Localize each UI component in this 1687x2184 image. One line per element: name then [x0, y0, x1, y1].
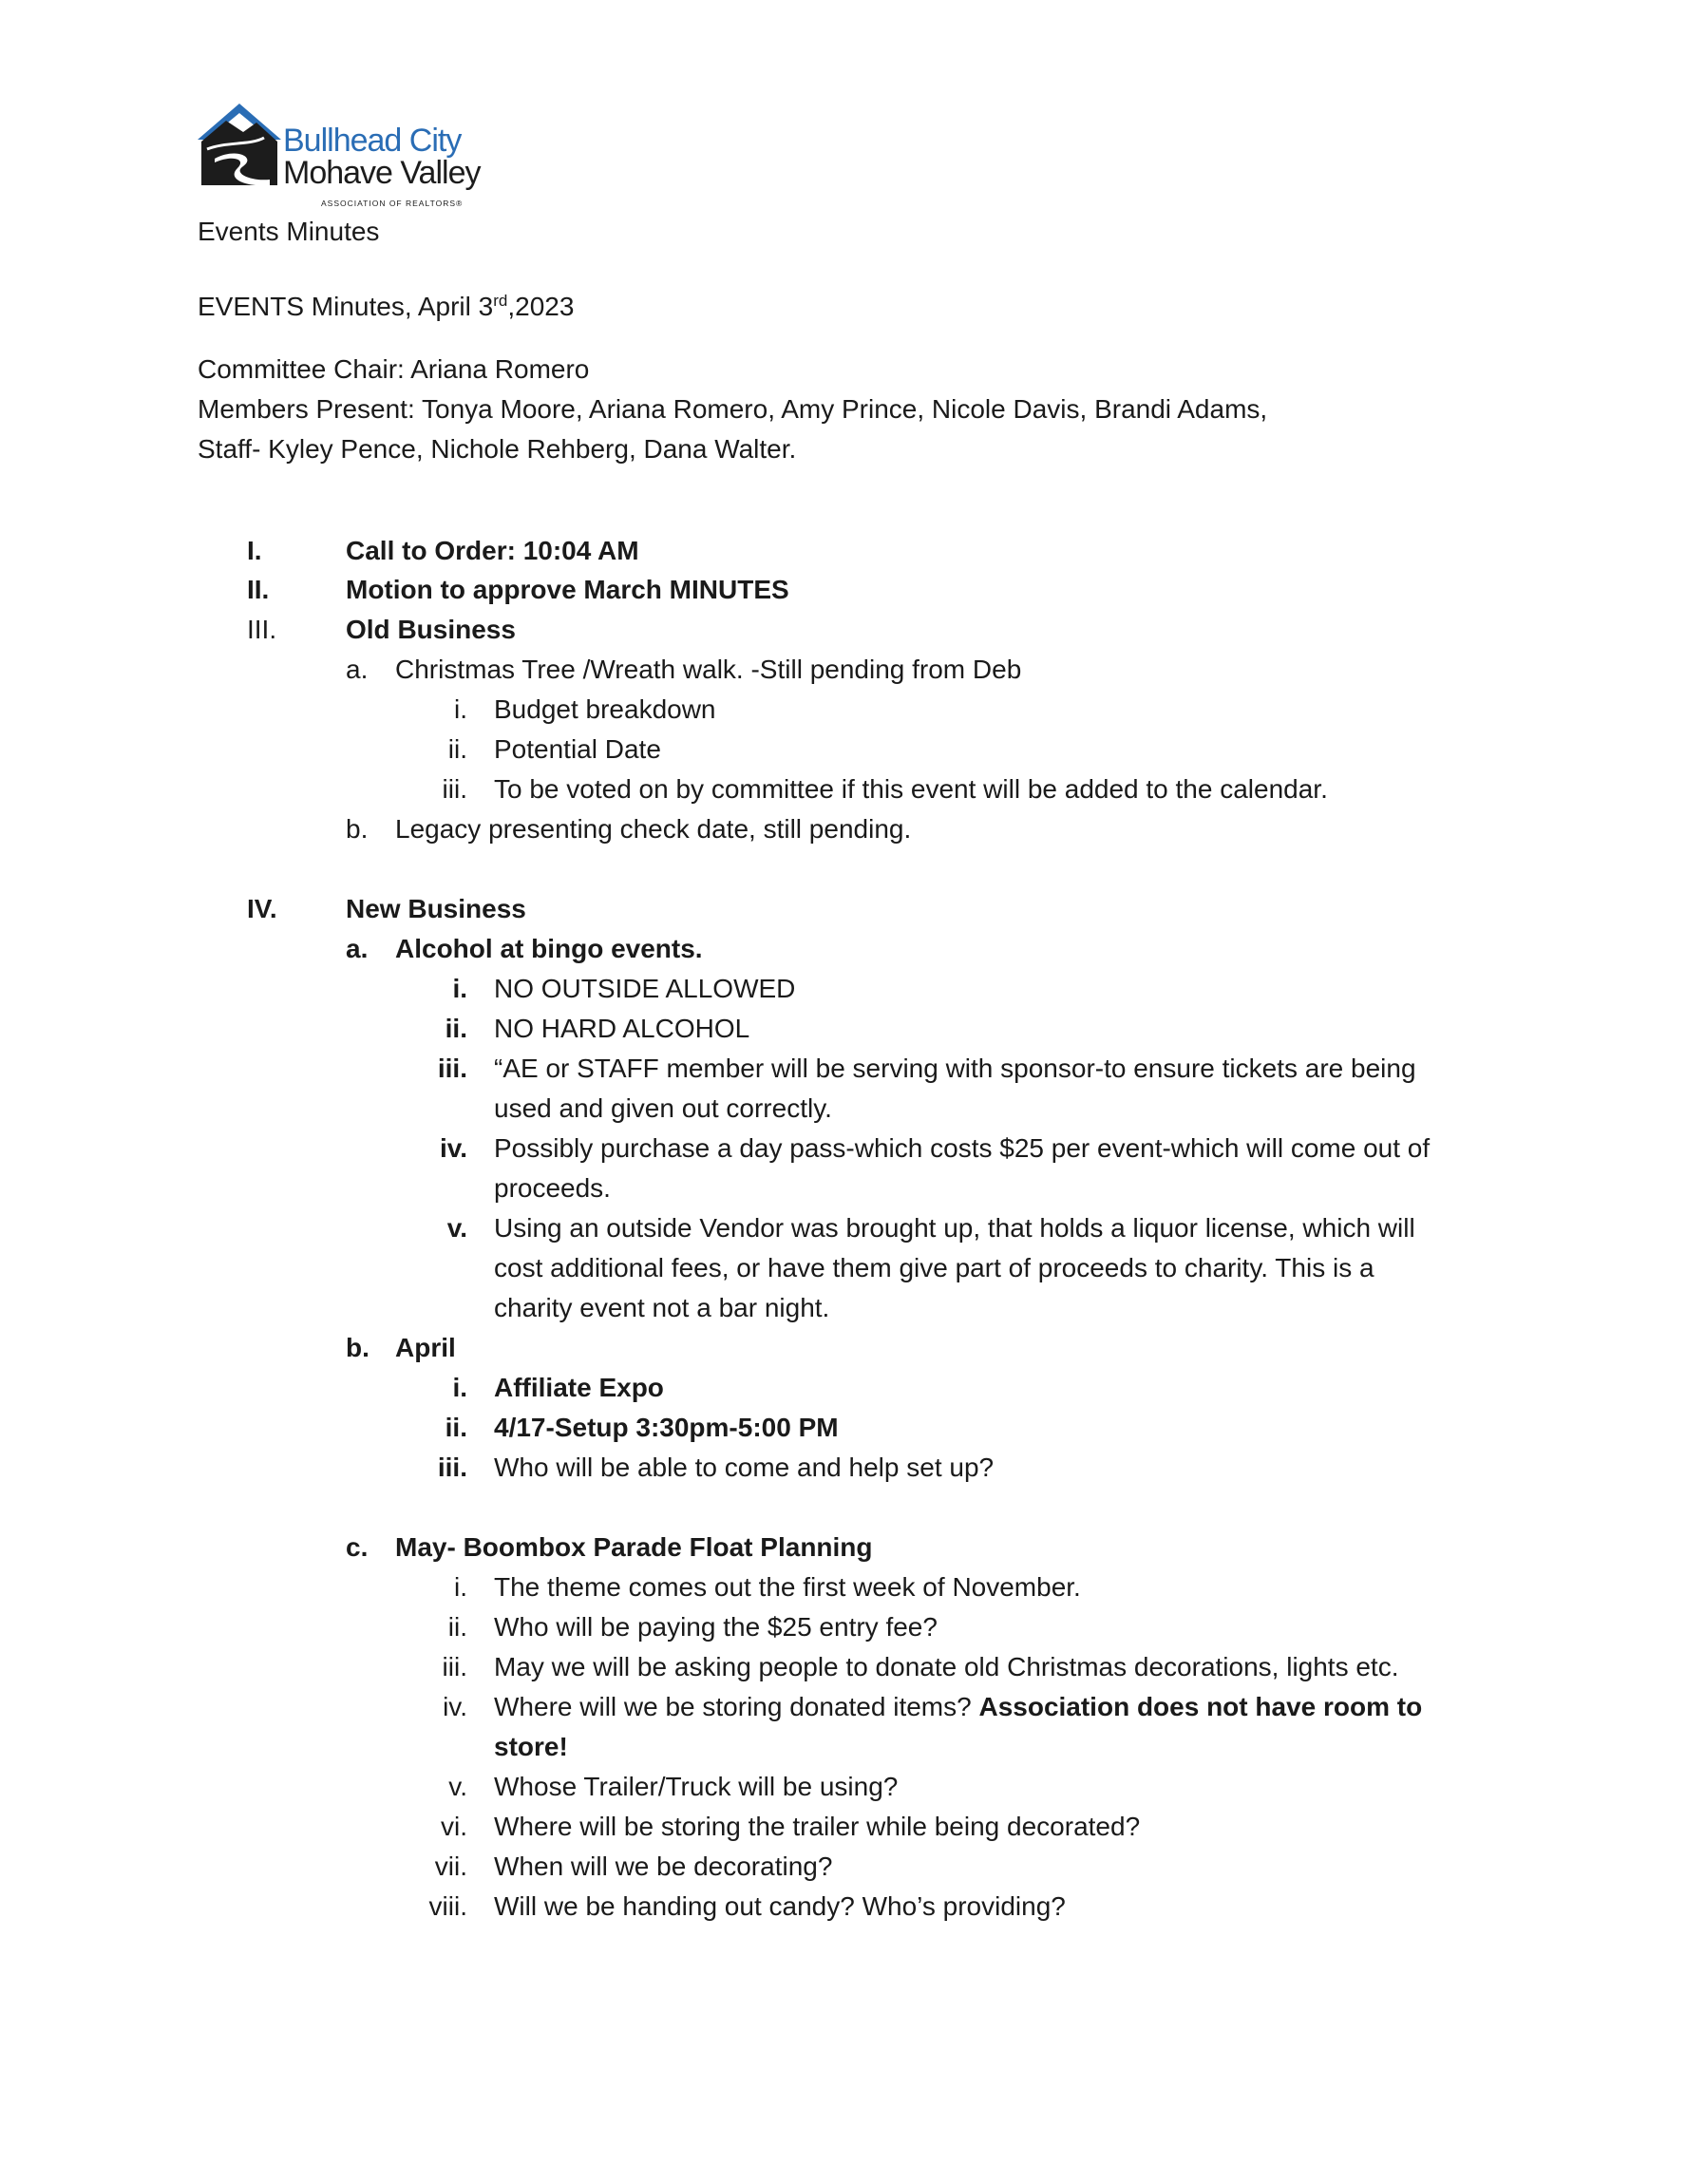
- members-present: Members Present: Tonya Moore, Ariana Romero, Amy Prince, Nicole Davis, Brandi Adams,: [198, 394, 1268, 424]
- list-item-continuation: charity event not a bar night.: [494, 1293, 830, 1322]
- list-item-text: Where will we be storing donated items?: [494, 1692, 979, 1721]
- logo-tagline: ASSOCIATION OF REALTORS®: [321, 199, 464, 208]
- list-item: Who will be paying the $25 entry fee?: [494, 1612, 938, 1642]
- list-item: [494, 1692, 1422, 1722]
- list-item: Where will be storing the trailer while being decorated?: [494, 1812, 1141, 1841]
- old-business-item-b: Legacy presenting check date, still pending.: [395, 814, 912, 844]
- list-item: To be voted on by committee if this event will be added to the calendar.: [494, 774, 1328, 804]
- list-numeral: iv.: [439, 1133, 467, 1163]
- section-title-call-to-order: Call to Order: 10:04 AM: [346, 536, 639, 565]
- list-item: Whose Trailer/Truck will be using?: [494, 1772, 899, 1801]
- list-letter: c.: [346, 1532, 369, 1562]
- list-numeral: iii.: [442, 1652, 467, 1681]
- list-item-continuation: store!: [494, 1732, 568, 1761]
- list-numeral: i.: [452, 974, 467, 1003]
- section-number: II.: [247, 575, 270, 604]
- list-item: Potential Date: [494, 734, 661, 764]
- list-numeral: ii.: [447, 734, 467, 764]
- list-item: NO OUTSIDE ALLOWED: [494, 974, 796, 1003]
- list-letter: a.: [346, 655, 369, 684]
- list-item: Affiliate Expo: [494, 1373, 664, 1402]
- list-numeral: i.: [452, 1373, 467, 1402]
- date-prefix: EVENTS Minutes, April 3: [198, 292, 494, 321]
- list-numeral: v.: [448, 1772, 467, 1801]
- logo-line1: Bullhead City: [283, 123, 462, 159]
- committee-chair: Committee Chair: Ariana Romero: [198, 354, 590, 384]
- staff-present: Staff- Kyley Pence, Nichole Rehberg, Dana Walter.: [198, 434, 797, 464]
- logo-line2: Mohave Valley: [283, 155, 481, 191]
- logo-mark-icon: [198, 100, 483, 218]
- section-title-motion: Motion to approve March MINUTES: [346, 575, 789, 604]
- section-number: I.: [247, 536, 262, 565]
- list-item: When will we be decorating?: [494, 1852, 833, 1881]
- list-numeral: ii.: [445, 1014, 467, 1043]
- new-business-item-b: April: [395, 1333, 456, 1362]
- list-letter: a.: [346, 934, 369, 963]
- new-business-item-a: Alcohol at bingo events.: [395, 934, 703, 963]
- list-numeral: ii.: [447, 1612, 467, 1642]
- list-item-continuation: cost additional fees, or have them give part of proceeds to charity. This is a: [494, 1253, 1374, 1282]
- list-numeral: i.: [454, 694, 467, 724]
- section-number: III.: [247, 615, 277, 644]
- date-superscript: rd: [493, 292, 508, 310]
- list-numeral: iii.: [437, 1054, 467, 1083]
- list-item-continuation: proceeds.: [494, 1173, 611, 1203]
- list-item: The theme comes out the first week of November.: [494, 1572, 1081, 1602]
- list-item: NO HARD ALCOHOL: [494, 1014, 750, 1043]
- section-title-new-business: New Business: [346, 894, 526, 923]
- list-letter: b.: [346, 814, 369, 844]
- list-item: Who will be able to come and help set up?: [494, 1453, 995, 1482]
- association-logo: [198, 100, 483, 218]
- list-item: “AE or STAFF member will be serving with sponsor-to ensure tickets are being: [494, 1054, 1416, 1083]
- list-numeral: viii.: [428, 1891, 467, 1921]
- list-letter: b.: [346, 1333, 370, 1362]
- date-suffix: ,2023: [507, 292, 575, 321]
- meeting-date: [198, 292, 574, 322]
- list-numeral: vi.: [441, 1812, 467, 1841]
- list-item-emphasis: Association does not have room to: [978, 1692, 1423, 1721]
- section-title-old-business: Old Business: [346, 615, 516, 644]
- list-numeral: ii.: [445, 1413, 467, 1442]
- list-item: Using an outside Vendor was brought up, that holds a liquor license, which will: [494, 1213, 1415, 1243]
- list-numeral: iii.: [442, 774, 467, 804]
- old-business-item-a: Christmas Tree /Wreath walk. -Still pending from Deb: [395, 655, 1022, 684]
- list-numeral: iv.: [443, 1692, 467, 1721]
- new-business-item-c: May- Boombox Parade Float Planning: [395, 1532, 873, 1562]
- doc-title: Events Minutes: [198, 217, 380, 246]
- list-item: Budget breakdown: [494, 694, 716, 724]
- list-numeral: i.: [454, 1572, 467, 1602]
- list-item: Will we be handing out candy? Who’s providing?: [494, 1891, 1066, 1921]
- section-number: IV.: [247, 894, 277, 923]
- list-numeral: vii.: [434, 1852, 467, 1881]
- list-numeral: iii.: [437, 1453, 467, 1482]
- list-item: May we will be asking people to donate old Christmas decorations, lights etc.: [494, 1652, 1399, 1681]
- list-item: Possibly purchase a day pass-which costs $25 per event-which will come out of: [494, 1133, 1431, 1163]
- list-item: 4/17-Setup 3:30pm-5:00 PM: [494, 1413, 839, 1442]
- list-item-continuation: used and given out correctly.: [494, 1093, 832, 1123]
- list-numeral: v.: [446, 1213, 467, 1243]
